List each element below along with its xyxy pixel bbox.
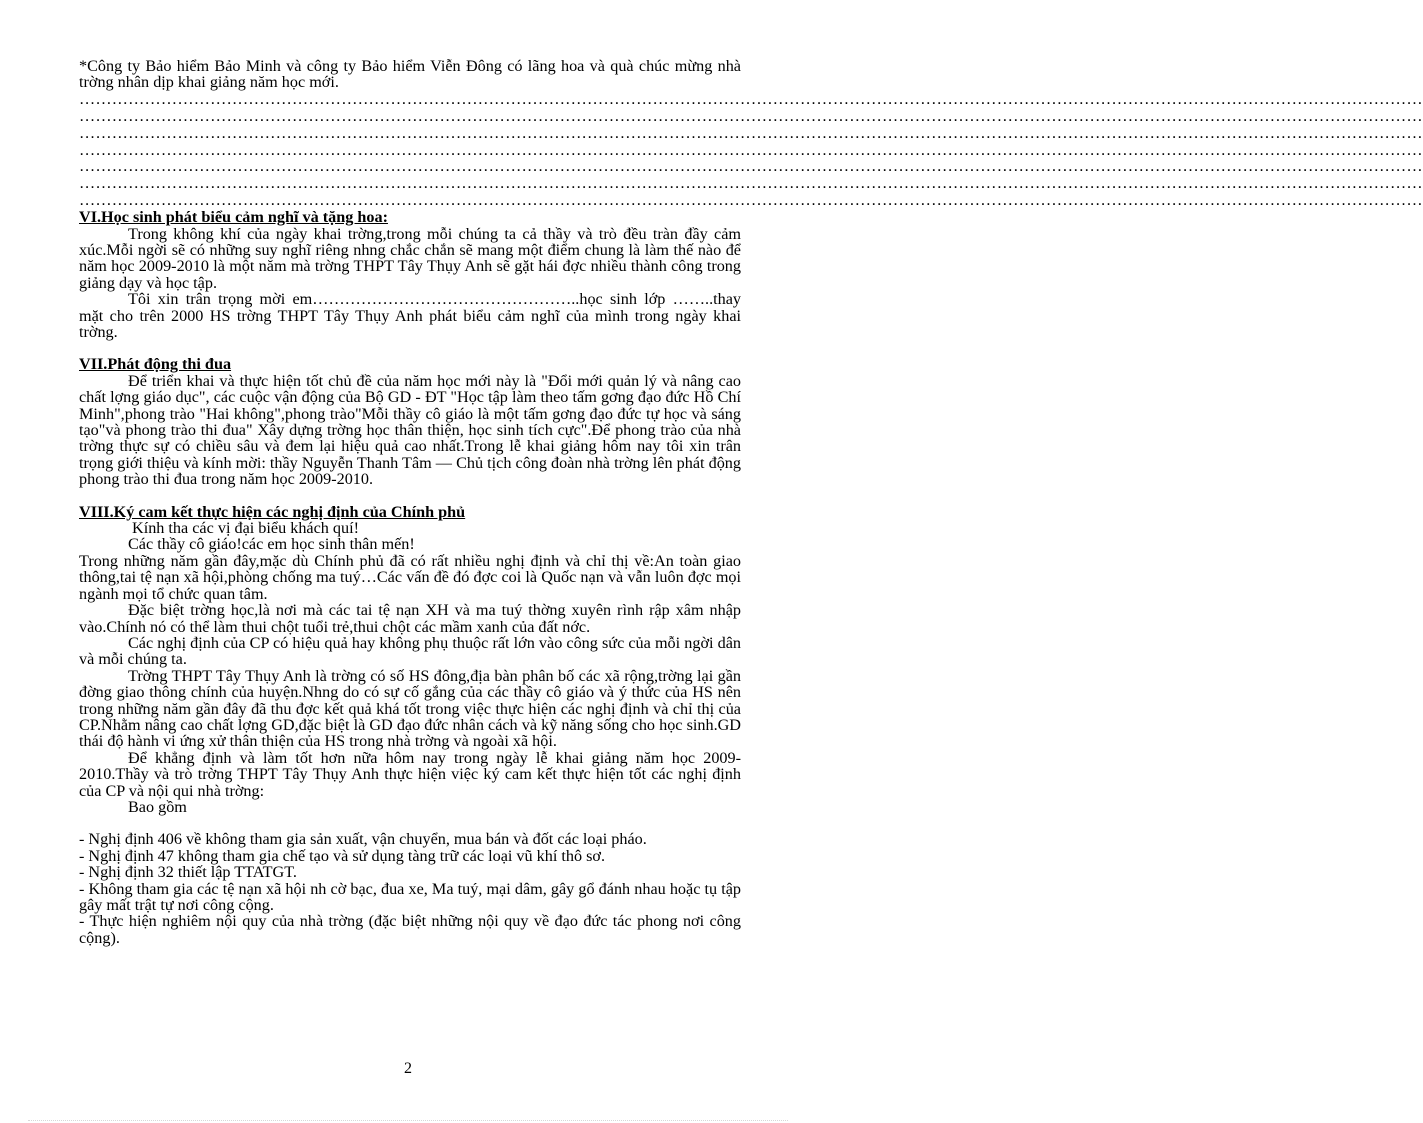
blank-dotted-line: ………………………………………………………………………………………………………………………………………………………………………………………………………………………… [79,174,1423,193]
section-7-paragraph: Để triển khai và thực hiện tốt chủ đề của năm học mới này là "Đổi mới quản lý và nâng cao chất lợng giáo dục", các cuộc vận động của Bộ GD - ĐT "Học tập làm theo tấm gơng đạo đức Hồ Chí Minh",phong trào "Hai không",phong trào"Mỗi thầy cô giáo là một tấm gơng đạo đức tự học và sáng tạo"và phong trào thi đua" Xây dựng trờng học thân thiện, học sinh tích cực".Để phong trào của nhà trờng thực sự có chiều sâu và đem lại hiệu quả cao nhất.Trong lễ khai giảng hôm nay tôi xin trân trọng giới thiệu và kính mời: thầy Nguyễn Thanh Tâm — Chủ tịch công đoàn nhà trờng lên phát động phong trào thi đua trong năm học 2009-2010. [79,371,741,489]
list-item: - Không tham gia các tệ nạn xã hội nh cờ bạc, đua xe, Ma tuý, mại dâm, gây gổ đánh nhau hoặc tụ tập gây mất trật tự nơi công cộng. [79,879,741,914]
section-6-paragraph-1: Trong không khí của ngày khai trờng,trong mỗi chúng ta cả thầy và trò đều tràn đầy cảm xúc.Mỗi ngời sẽ có những suy nghĩ riêng nhng chắc chắn sẽ mang một điểm chung là làm thế nào để năm học 2009-2010 là một năm mà trờng THPT Tây Thụy Anh sẽ gặt hái đợc nhiều thành công trong giảng dạy và học tập. [79,224,741,292]
section-8-heading: VIII.Ký cam kết thực hiện các nghị định của Chính phủ [79,502,466,521]
spacer [79,815,741,831]
blank-dotted-line: ………………………………………………………………………………………………………………………………………………………………………………………………………………………… [79,191,1423,210]
section-8-paragraph-4: Trờng THPT Tây Thụy Anh là trờng có số HS đông,địa bàn phân bố các xã rộng,trờng lại gần đờng giao thông chính của huyện.Nhng do có sự cố gắng của các thầy cô giáo và ý thức của HS nên trong những năm gần đây đã thu đợc kết quả khá tốt trong việc thực hiện các nghị định và chỉ thị của CP.Nhằm nâng cao chất lợng GD,đặc biệt là GD đạo đức nhân cách và kỹ năng sống cho học sinh.GD thái độ hành vi ứng xử thân thiện của HS trong nhà trờng và ngoài xã hội. [79,666,741,751]
section-8-paragraph-5: Để khẳng định và làm tốt hơn nữa hôm nay trong ngày lễ khai giảng năm học 2009-2010.Thầy và trò trờng THPT Tây Thụy Anh thực hiện việc ký cam kết thực hiện tốt các nghị định của CP và nội qui nhà trờng: [79,748,741,800]
list-item: - Nghị định 406 về không tham gia sản xuất, vận chuyển, mua bán và đốt các loại pháo. [79,830,647,849]
blank-dotted-line: ………………………………………………………………………………………………………………………………………………………………………………………………………………………… [79,106,1423,125]
section-6-paragraph-2: Tôi xin trân trọng mời em…………………………………………..học sinh lớp ……..thay mặt cho trên 2000 HS trờng THPT Tây Thụy Anh phát biểu cảm nghĩ của mình trong ngày khai trờng. [79,290,741,341]
list-item: - Nghị định 47 không tham gia chế tạo và sử dụng tàng trữ các loại vũ khí thô sơ. [79,846,606,865]
section-8-paragraph-6: Bao gồm [128,797,187,816]
section-8-paragraph-3: Các nghị định của CP có hiệu quả hay không phụ thuộc rất lớn vào công sức của mỗi ngời dân và mỗi chúng ta. [79,633,741,669]
spacer [79,340,741,356]
blank-dotted-line: ………………………………………………………………………………………………………………………………………………………………………………………………………………………… [79,140,1423,159]
spacer [79,488,741,504]
page-border-divider [28,1120,788,1121]
section-8-paragraph-1: Trong những năm gần đây,mặc dù Chính phủ đã có rất nhiều nghị định và chỉ thị về:An toàn giao thông,tai tệ nạn xã hội,phòng chống ma tuý…Các vấn đề đó đợc coi là Quốc nạn và vẫn luôn đợc mọi ngành mọi tổ chức quan tâm. [79,551,741,603]
greeting-guests: Kính tha các vị đại biểu khách quí! [132,519,359,538]
section-7-heading: VII.Phát động thi đua [79,355,232,374]
page-number: 2 [404,1060,412,1077]
list-item: - Thực hiện nghiêm nội quy của nhà trờng (đặc biệt những nội quy về đạo đức tác phong nơi công cộng). [79,912,741,947]
list-item: - Nghị định 32 thiết lập TTATGT. [79,863,297,882]
section-8-paragraph-2: Đặc biệt trờng học,là nơi mà các tai tệ nạn XH và ma tuý thờng xuyên rình rập xâm nhập vào.Chính nó có thể làm thui chột tuổi trẻ,thui chột các mầm xanh của đất nớc. [79,601,741,636]
intro-paragraph: *Công ty Bảo hiểm Bảo Minh và công ty Bảo hiểm Viễn Đông có lãng hoa và quà chúc mừng nhà trờng nhân dịp khai giảng năm học mới. [79,57,741,92]
blank-dotted-line: ………………………………………………………………………………………………………………………………………………………………………………………………………………………… [79,157,1423,176]
section-6-heading: VI.Học sinh phát biểu cảm nghĩ và tặng hoa: [79,208,388,227]
blank-dotted-line: ………………………………………………………………………………………………………………………………………………………………………………………………………………………… [79,123,1423,142]
greeting-teachers-students: Các thầy cô giáo!các em học sinh thân mến! [128,535,415,554]
document-page [79,57,1423,947]
blank-dotted-line: ………………………………………………………………………………………………………………………………………………………………………………………………………………………… [79,89,1423,108]
